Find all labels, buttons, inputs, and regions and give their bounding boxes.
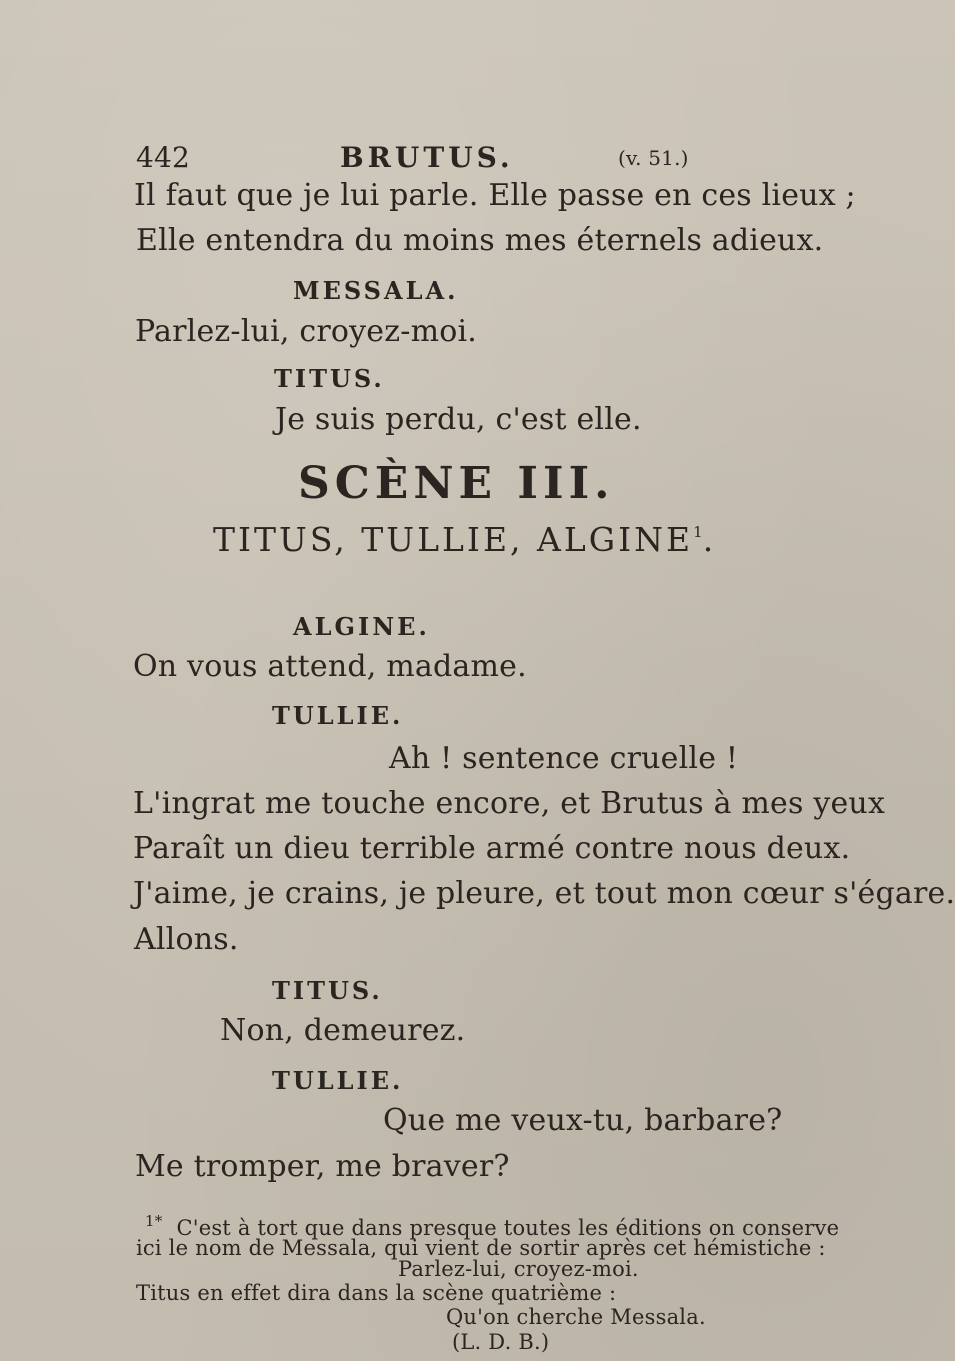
speaker-name: ALGINE. bbox=[293, 612, 430, 641]
verse-line: Je suis perdu, c'est elle. bbox=[275, 402, 642, 437]
verse-line: Paraît un dieu terrible armé contre nous deux. bbox=[133, 831, 851, 866]
footnote-quote: Qu'on cherche Messala. bbox=[446, 1305, 706, 1329]
speaker-name: TITUS. bbox=[274, 364, 385, 393]
footnote-line: Titus en effet dira dans la scène quatrième : bbox=[136, 1281, 617, 1305]
verse-line: Allons. bbox=[134, 922, 239, 957]
verse-line: J'aime, je crains, je pleure, et tout mon cœur s'égare. bbox=[133, 876, 955, 911]
speaker-name: MESSALA. bbox=[293, 276, 459, 305]
footnote-line: ici le nom de Messala, qui vient de sortir après cet hémistiche : bbox=[136, 1236, 826, 1260]
footnote-attribution: (L. D. B.) bbox=[452, 1330, 550, 1354]
verse-line: Me tromper, me braver? bbox=[135, 1149, 510, 1184]
scene-title: SCÈNE III. bbox=[298, 458, 615, 509]
verse-line: Que me veux-tu, barbare? bbox=[383, 1103, 783, 1138]
scene-characters-text: TITUS, TULLIE, ALGINE bbox=[213, 520, 694, 559]
speaker-name: TULLIE. bbox=[272, 701, 404, 730]
verse-line: Non, demeurez. bbox=[220, 1013, 466, 1048]
verse-line: Il faut que je lui parle. Elle passe en ces lieux ; bbox=[134, 178, 856, 213]
verse-line: Elle entendra du moins mes éternels adieux. bbox=[136, 223, 824, 258]
scene-characters bbox=[213, 520, 716, 559]
page-number: 442 bbox=[136, 141, 191, 174]
footnote-marker: 1* bbox=[145, 1212, 163, 1230]
verse-line: L'ingrat me touche encore, et Brutus à mes yeux bbox=[133, 786, 886, 821]
speaker-name: TITUS. bbox=[272, 976, 383, 1005]
speaker-name: TULLIE. bbox=[272, 1066, 404, 1095]
footnote-quote: Parlez-lui, croyez-moi. bbox=[398, 1257, 639, 1281]
verse-line: Ah ! sentence cruelle ! bbox=[389, 741, 739, 776]
footnote-text: C'est à tort que dans presque toutes les éditions on conserve bbox=[176, 1216, 840, 1240]
verse-reference: (v. 51.) bbox=[618, 146, 689, 170]
footnote-reference: 1 bbox=[693, 523, 703, 541]
verse-line: On vous attend, madame. bbox=[133, 649, 527, 684]
running-title: BRUTUS. bbox=[340, 141, 514, 174]
verse-line: Parlez-lui, croyez-moi. bbox=[135, 314, 478, 349]
period: . bbox=[702, 520, 717, 559]
